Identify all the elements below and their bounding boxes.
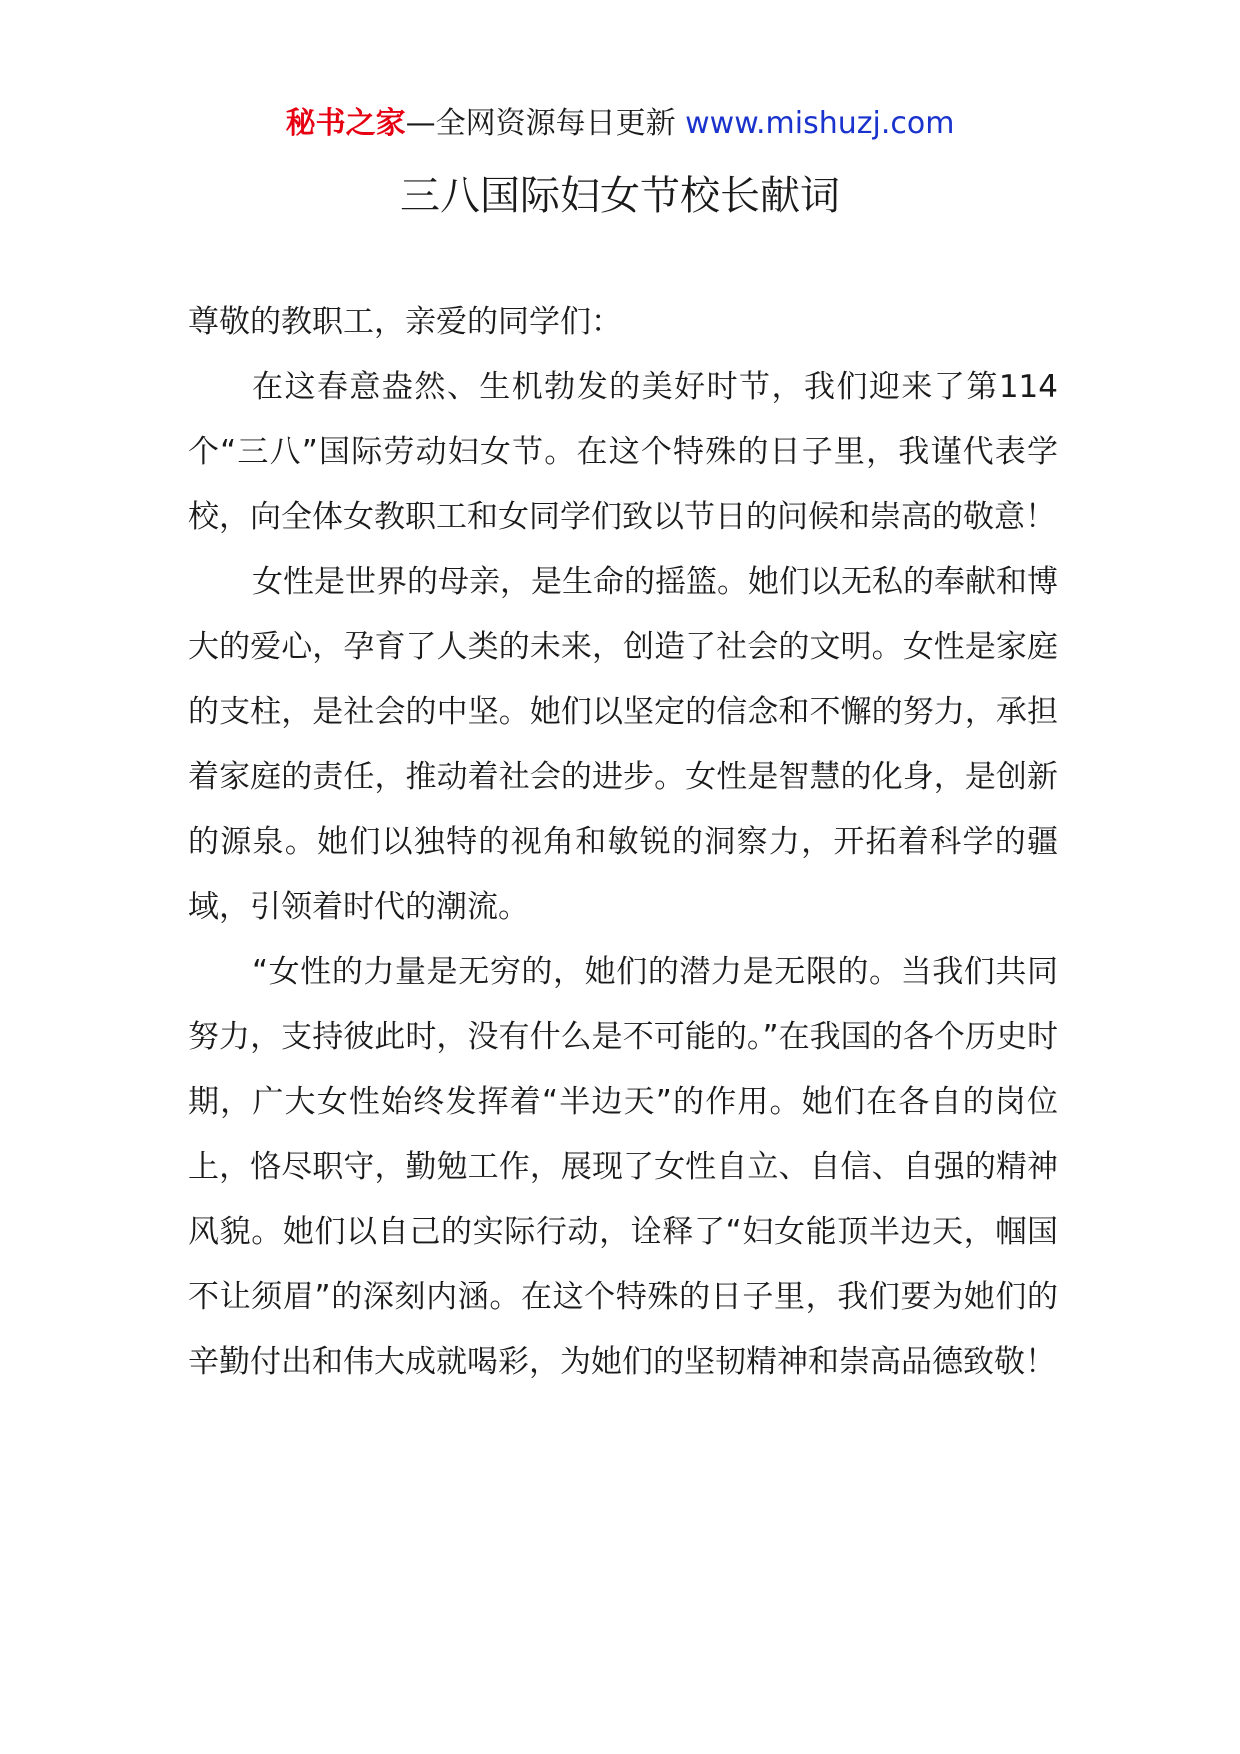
paragraph-1: 在这春意盎然、生机勃发的美好时节，我们迎来了第114个“三八”国际劳动妇女节。在这个特殊的日子里，我谨代表学校，向全体女教职工和女同学们致以节日的问候和崇高的敬意！ [188,369,1058,535]
document-title: 三八国际妇女节校长献词 [400,173,840,219]
salutation: 尊敬的教职工，亲爱的同学们： [188,304,622,340]
site-banner [0,102,1240,146]
document-body [188,290,1058,1395]
paragraph-3: “女性的力量是无穷的，她们的潜力是无限的。当我们共同努力，支持彼此时，没有什么是不可能的。”在我国的各个历史时期，广大女性始终发挥着“半边天”的作用。她们在各自的岗位上，恪尽职守，勤勉工作，展现了女性自立、自信、自强的精神风貌。她们以自己的实际行动，诠释了“妇女能顶半边天，帼国不让须眉”的深刻内涵。在这个特殊的日子里，我们要为她们的辛勤付出和伟大成就喝彩，为她们的坚韧精神和崇高品德致敬！ [188,954,1058,1380]
site-url[interactable]: www.mishuzj.com [685,106,955,141]
brand-name: 秘书之家 [285,106,406,141]
banner-tagline: —全网资源每日更新 [405,106,676,141]
paragraph-2: 女性是世界的母亲，是生命的摇篮。她们以无私的奉献和博大的爱心，孕育了人类的未来，创造了社会的文明。女性是家庭的支柱，是社会的中坚。她们以坚定的信念和不懈的努力，承担着家庭的责任，推动着社会的进步。女性是智慧的化身，是创新的源泉。她们以独特的视角和敏锐的洞察力，开拓着科学的疆域，引领着时代的潮流。 [188,564,1058,925]
